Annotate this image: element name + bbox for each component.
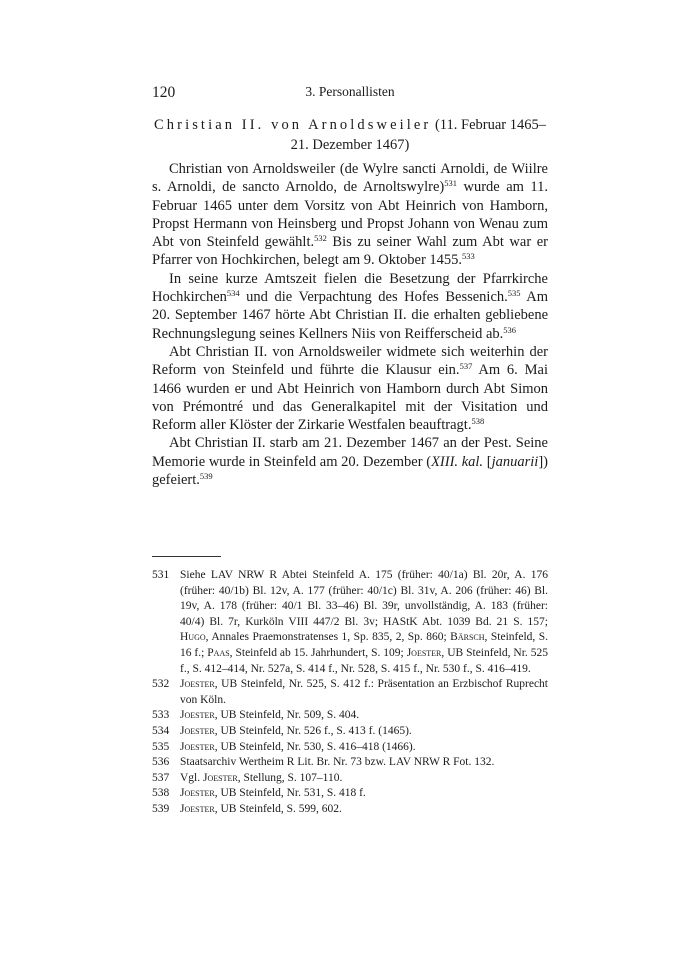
- footnote-text: , UB Steinfeld, Nr. 530, S. 416–418 (1466).: [214, 740, 416, 753]
- footnote-number: 533: [152, 709, 170, 722]
- footnote-separator: [152, 556, 221, 557]
- page-number: 120: [152, 84, 176, 101]
- footnote-539: [152, 802, 548, 818]
- author-name: Joester: [180, 740, 215, 753]
- footnote-text: , UB Steinfeld, S. 599, 602.: [214, 802, 342, 815]
- author-name: Joester: [180, 724, 215, 737]
- footnote-text: , Steinfeld ab 15. Jahrhundert, S. 109;: [229, 646, 407, 659]
- footnote-text: Siehe LAV NRW R Abtei Steinfeld A. 175 (früher: 40/1a) Bl. 20r, A. 176 (früher: 40/1b) Bl. 12v, A. 177 (früher: 40/1c) Bl. 31v, A. 206 (früher: 46) Bl. 19v, A. 178 (früher: 40/1 Bl. 33–46) Bl. 39r, unvollständig, A. 183 (früher: 40/4) Bl. 7r, Kurköln VIII 447/2 Bl. 3v; HAStK Abt. 1039 Bd. 21 S. 157;: [180, 569, 548, 628]
- footnote-text: , UB Steinfeld, Nr. 531, S. 418 f.: [214, 787, 366, 800]
- footnote-number: 532: [152, 678, 170, 691]
- footnote-number: 538: [152, 787, 170, 800]
- footnote-number: 535: [152, 740, 170, 753]
- footnote-534: [152, 724, 548, 740]
- footnote-text: Staatsarchiv Wertheim R Lit. Br. Nr. 73 bzw. LAV NRW R Fot. 132.: [180, 756, 495, 769]
- footnote-ref-538[interactable]: 538: [471, 416, 485, 427]
- footnote-538: [152, 786, 548, 802]
- footnote-text: , Stellung, S. 107–110.: [237, 771, 343, 784]
- paragraph-3: Abt Christian II. von Arnoldsweiler widmete sich weiterhin der Reform von Steinfeld und führte die Klausur ein.$^{537}$ Am 6. Mai 1466 wurden er und Abt Heinrich von Hamborn durch Abt Simon von Prémontré und das Generalkapitel mit der Visitation und Reform aller Klöster der Zirkarie Westfalen beauftragt.$^{538}$: [152, 343, 548, 434]
- footnote-531: [152, 568, 548, 677]
- footnote-ref-531[interactable]: 531: [444, 178, 457, 189]
- body-text: [152, 160, 548, 489]
- footnote-ref-539[interactable]: 539: [199, 471, 213, 482]
- paragraph-4: Abt Christian II. starb am 21. Dezember 1467 an der Pest. Seine Memorie wurde in Steinfeld am 20. Dezember (XIII. kal. [januarii]) gefeiert.$^{539}$: [152, 435, 548, 489]
- footnote-text: , UB Steinfeld, Nr. 509, S. 404.: [214, 709, 360, 722]
- chapter-title: [152, 115, 548, 155]
- chapter-title-dates-2: 21. Dezember 1467): [290, 137, 410, 153]
- footnote-ref-535[interactable]: 535: [507, 288, 521, 299]
- footnote-ref-533[interactable]: 533: [462, 251, 475, 262]
- footnote-ref-537[interactable]: 537: [459, 361, 473, 372]
- footnote-536: [152, 755, 548, 771]
- author-name: Joester: [406, 646, 442, 659]
- footnote-537: [152, 771, 548, 787]
- footnote-number: 531: [152, 569, 170, 581]
- footnote-number: 537: [152, 771, 170, 784]
- footnote-ref-532[interactable]: 532: [314, 233, 327, 244]
- footnote-533: [152, 708, 548, 724]
- footnote-ref-536[interactable]: 536: [503, 324, 517, 335]
- chapter-title-dates: (11. Februar 1465–: [431, 117, 546, 133]
- author-name: Hugo: [180, 631, 206, 644]
- author-name: Joester: [180, 787, 215, 800]
- footnote-text: , Annales Praemonstratenses 1, Sp. 835, 2, Sp. 860;: [205, 631, 451, 644]
- footnote-532: [152, 677, 548, 708]
- author-name: Joester: [203, 771, 238, 784]
- author-name: Joester: [180, 802, 215, 815]
- author-name: Joester: [180, 678, 215, 691]
- footnote-number: 539: [152, 802, 170, 815]
- footnote-535: [152, 740, 548, 756]
- running-head: 3. Personallisten: [305, 84, 395, 99]
- footnote-text: , UB Steinfeld, Nr. 525 f., S. 412–414, Nr. 527a, S. 414 f., Nr. 528, S. 415 f., Nr. 530 f., S. 416–419.: [180, 646, 548, 675]
- footnote-text: Vgl.: [180, 771, 203, 784]
- footnote-text: , Steinfeld, S. 16 f.;: [180, 631, 548, 659]
- footnote-number: 536: [152, 756, 170, 769]
- footnote-number: 534: [152, 724, 170, 737]
- author-name: Joester: [180, 709, 215, 722]
- paragraph-2: In seine kurze Amtszeit fielen die Besetzung der Pfarrkirche Hochkirchen$^{534}$ und die Verpachtung des Hofes Bessenich.$^{535}$ Am 20. September 1467 hörte Abt Christian II. die erhalten gebliebene Rechnungslegung seines Kellners Niis von Reifferscheid ab.$^{536}$: [152, 270, 549, 342]
- footnote-text: , UB Steinfeld, Nr. 525, S. 412 f.: Präsentation an Erzbischof Ruprecht von Köln.: [180, 678, 548, 706]
- footnotes: [152, 568, 548, 818]
- footnote-ref-534[interactable]: 534: [226, 288, 240, 299]
- footnote-text: , UB Steinfeld, Nr. 526 f., S. 413 f. (1465).: [214, 724, 412, 737]
- paragraph-1: Christian von Arnoldsweiler (de Wylre sancti Arnoldi, de Wiilre s. Arnoldi, de sancto Arnoldo, de Arnoltswylre)$^{531}$ wurde am 11. Februar 1465 unter dem Vorsitz von Abt Heinrich von Hamborn, Propst Hermann von Heinsberg und Propst Johann von Wenau zum Abt von Steinfeld gewählt.$^{532}$ Bis zu seiner Wahl zum Abt war er Pfarrer von Hochkirchen, belegt am 9. Oktober 1455.$^{533}$: [152, 161, 549, 269]
- author-name: Paas: [207, 646, 230, 659]
- chapter-title-name: Christian II. von Arnoldsweiler: [154, 117, 432, 133]
- author-name: Bärsch: [450, 631, 485, 644]
